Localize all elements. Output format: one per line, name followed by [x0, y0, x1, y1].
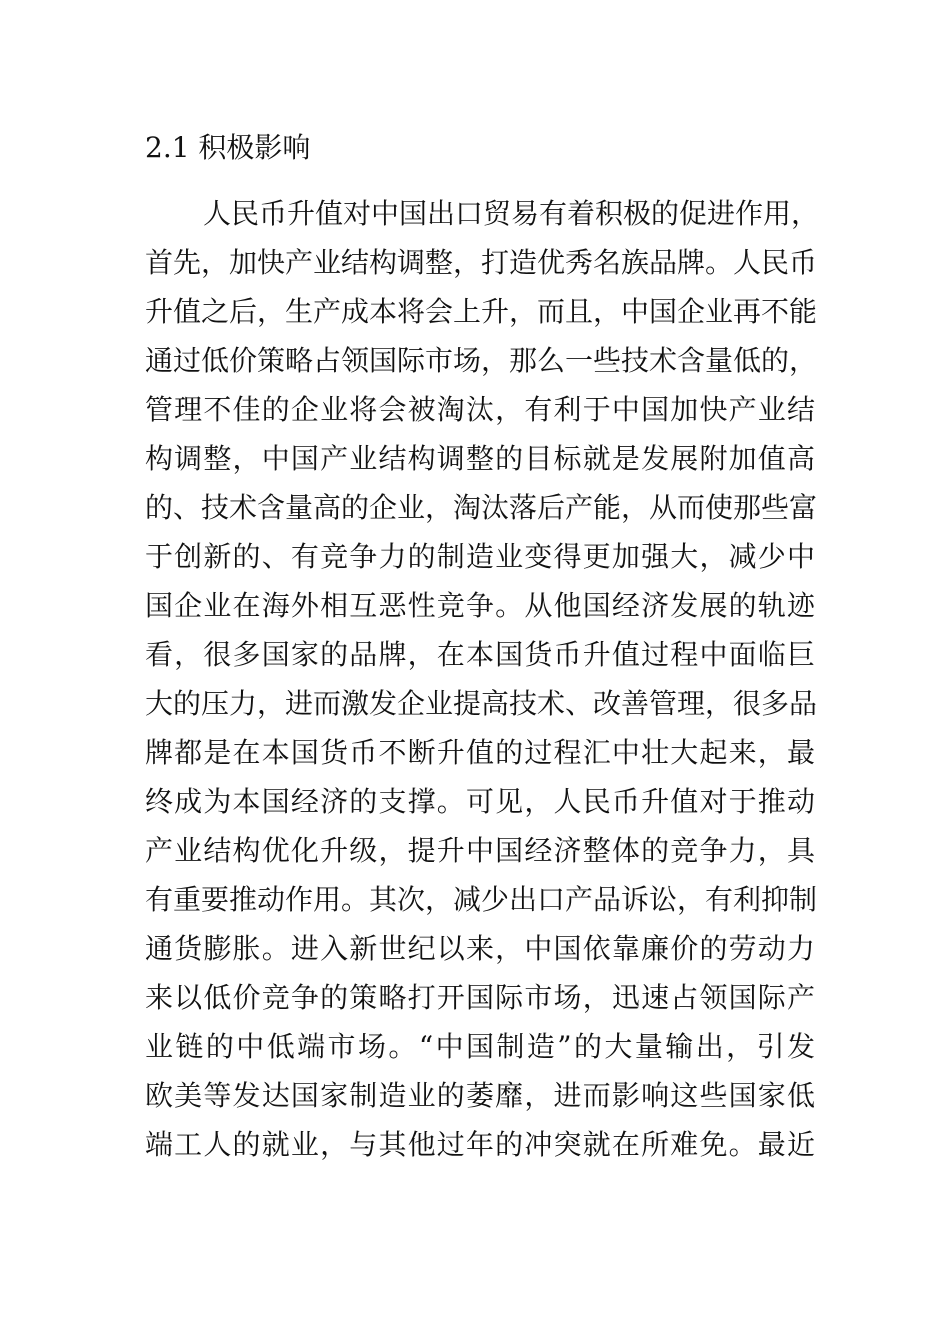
paragraph-line: 牌都是在本国货币不断升值的过程汇中壮大起来，最	[145, 736, 815, 769]
paragraph-line: 有重要推动作用。其次，减少出口产品诉讼，有利抑制	[145, 883, 818, 916]
paragraph-line: 终成为本国经济的支撑。可见，人民币升值对于推动	[145, 785, 815, 818]
paragraph-line: 业链的中低端市场。“中国制造”的大量输出，引发	[145, 1030, 815, 1063]
paragraph-line: 产业结构优化升级，提升中国经济整体的竞争力，具	[145, 834, 815, 867]
paragraph-line: 通过低价策略占领国际市场，那么一些技术含量低的，	[145, 344, 818, 377]
paragraph-line: 人民币升值对中国出口贸易有着积极的促进作用，	[203, 197, 820, 230]
paragraph-line: 于创新的、有竞争力的制造业变得更加强大，减少中	[145, 540, 815, 573]
paragraph-line: 的、技术含量高的企业，淘汰落后产能，从而使那些富	[145, 491, 818, 524]
paragraph-line: 升值之后，生产成本将会上升，而且，中国企业再不能	[145, 295, 818, 328]
paragraph-line: 国企业在海外相互恶性竞争。从他国经济发展的轨迹	[145, 589, 815, 622]
paragraph-line: 通货膨胀。进入新世纪以来，中国依靠廉价的劳动力	[145, 932, 815, 965]
paragraph-line: 来以低价竞争的策略打开国际市场，迅速占领国际产	[145, 981, 815, 1014]
paragraph-line: 构调整，中国产业结构调整的目标就是发展附加值高	[145, 442, 815, 475]
paragraph-line: 欧美等发达国家制造业的萎靡，进而影响这些国家低	[145, 1079, 815, 1112]
paragraph-line: 看，很多国家的品牌，在本国货币升值过程中面临巨	[145, 638, 815, 671]
paragraph-line: 端工人的就业，与其他过年的冲突就在所难免。最近	[145, 1128, 815, 1161]
section-heading: 2.1 积极影响	[145, 131, 311, 164]
paragraph-line: 首先，加快产业结构调整，打造优秀名族品牌。人民币	[145, 246, 818, 279]
paragraph-line: 管理不佳的企业将会被淘汰，有利于中国加快产业结	[145, 393, 815, 426]
paragraph-line: 大的压力，进而激发企业提高技术、改善管理，很多品	[145, 687, 818, 720]
